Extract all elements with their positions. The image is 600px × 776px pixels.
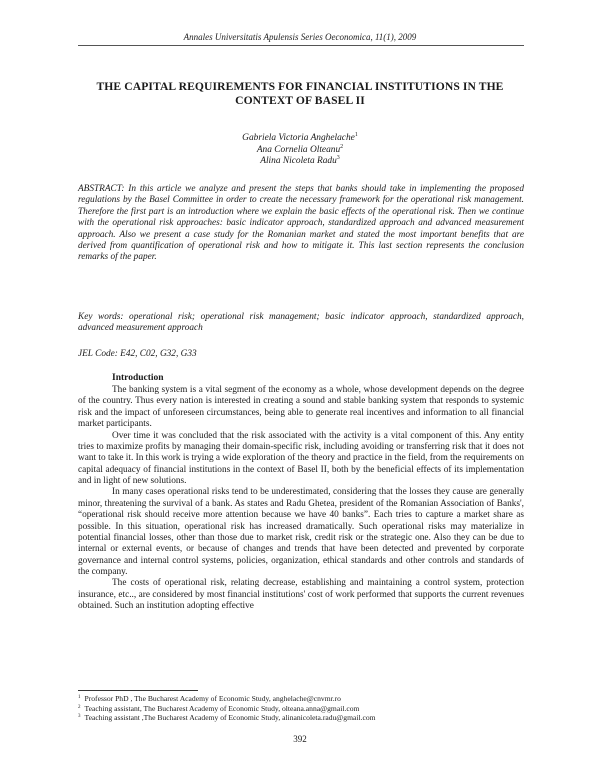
paragraph: The costs of operational risk, relating decrease, establishing and maintaining a control system, protection insurance, etc.., are considered by most financial institutions' cost of work performed that supports the current revenues obtained. Such an institution adopting effective <box>78 578 524 612</box>
author-3 <box>0 156 600 168</box>
paper-title: THE CAPITAL REQUIREMENTS FOR FINANCIAL INSTITUTIONS IN THE CONTEXT OF BASEL II <box>96 80 504 107</box>
author-name: Gabriela Victoria Anghelache <box>242 133 355 143</box>
page-number: 392 <box>293 734 307 744</box>
footnote-text: Professor PhD , The Bucharest Academy of Economic Study, anghelache@cnvmr.ro <box>84 694 341 703</box>
footnote-mark: 2 <box>78 704 81 710</box>
author-name: Ana Cornelia Olteanu <box>256 144 341 155</box>
footnote-text: Teaching assistant ,The Bucharest Academy of Economic Study, alinanicoleta.radu@gmail.com <box>84 713 376 723</box>
body-text <box>78 385 524 613</box>
footnote-mark: 3 <box>78 714 81 720</box>
paragraph: The banking system is a vital segment of the economy as a whole, whose development depends on the degree of the country. Thus every nation is interested in creating a sound and stable banking system that responds to systemic risk and the impact of unforeseen circumstances, being able to generate real incentives and information to all financial market participants. <box>78 385 524 430</box>
footnote-rule <box>78 690 198 691</box>
running-header: Annales Universitatis Apulensis Series Oeconomica, 11(1), 2009 <box>183 32 417 42</box>
author-2 <box>0 145 600 157</box>
author-name: Alina Nicoleta Radu <box>260 156 337 167</box>
abstract: ABSTRACT: In this article we analyze and present the steps that banks should take in implementing the proposed regulations by the Basel Committee in order to create the necessary framework for the operational risk management. Therefore the first part is an introduction where we explain the basic effects of the operational risk. Then we continue with the operational risk approaches: basic indicator approach, standardized approach and advanced measurement approach. Also we present a case study for the Romanian market and stated the most important benefits that are derived from quantification of operational risk and how to mitigate it. This last section represents the conclusion remarks of the paper. <box>78 184 524 263</box>
keywords: Key words: operational risk; operational risk management; basic indicator approach, standardized approach, advanced measurement approach <box>78 312 524 334</box>
author-footnote-mark: 1 <box>354 132 358 138</box>
section-heading: Introduction <box>112 373 164 383</box>
footnotes <box>78 694 524 723</box>
author-1 <box>0 133 600 145</box>
author-footnote-mark: 2 <box>340 143 344 150</box>
footnote-mark: 1 <box>78 695 81 700</box>
author-list <box>0 133 600 168</box>
footnote-1 <box>78 694 524 704</box>
header-rule <box>78 45 524 46</box>
author-footnote-mark: 3 <box>336 155 340 162</box>
paragraph: Over time it was concluded that the risk associated with the activity is a vital component of this. Any entity tries to maximize profits by managing their domain-specific risk, including avoiding or transferring risk that it does not want to take it. In this work is trying a wide exploration of the theory and practice in the field, from the requirements on capital adequacy of financial institutions in the context of Basel II, both by the beneficial effects of its implementation and in light of new solutions. <box>78 430 524 486</box>
jel-codes: JEL Code: E42, C02, G32, G33 <box>78 349 197 359</box>
footnote-3 <box>78 713 524 723</box>
footnote-2 <box>78 704 524 714</box>
footnote-text: Teaching assistant, The Bucharest Academy of Economic Study, olteana.anna@gmail.com <box>84 703 360 713</box>
paragraph: In many cases operational risks tend to be underestimated, considering that the losses they cause are generally minor, threatening the survival of a bank. As states and Radu Ghetea, president of the Romanian Association of Banks', “operational risk should receive more attention because we have 40 banks”. Each tries to capture a market share as possible. In this situation, operational risk has increased dramatically. Such operational risks may materialize in potential financial losses, other than those due to market risk, credit risk or the strategic one. Also they can be due to internal or external events, or because of changes and trends that have been detected and prevented by corporate governance and internal control systems, policies, organization, ethical standards and other controls and standards of the company. <box>78 487 524 577</box>
